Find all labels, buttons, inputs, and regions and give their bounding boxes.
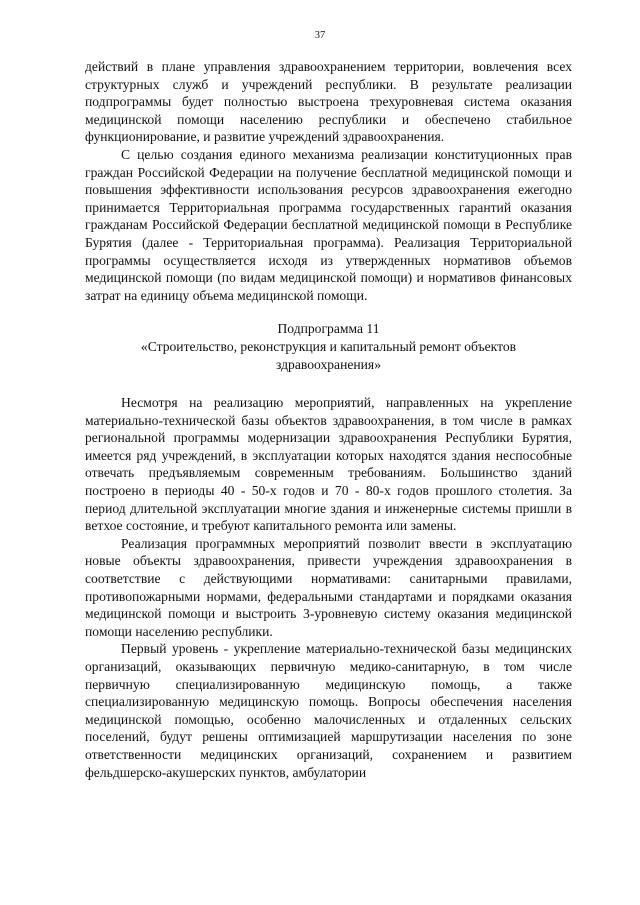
heading-line: «Строительство, реконструкция и капитальный ремонт объектов [140,338,517,354]
heading-line: здравоохранения» [276,356,381,372]
heading-line: Подпрограмма 11 [277,321,380,337]
page-number: 37 [314,30,326,41]
paragraph: Реализация программных мероприятий позволит ввести в эксплуатацию новые объекты здравоохранения, привести учреждения здравоохранения в соответствие с действующими нормативами: санитарными правилами, противопожарными нормами, федеральными стандартами и порядками оказания медицинской помощи и выстроить 3-уровневую систему оказания медицинской помощи населению республики. [85,535,572,639]
paragraph: Первый уровень - укрепление материально-технической базы медицинских организаций, оказывающих первичную медико-санитарную, в том числе первичную специализированную медицинскую помощь, а также специализированную медицинскую помощь. Вопросы обеспечения населения медицинской помощью, особенно малочисленных и отдаленных сельских поселений, будут решены оптимизацией маршрутизации населения по зоне ответственности медицинских организаций, сохранением и развитием фельдшерско-акушерских пунктов, амбулатории [85,641,572,780]
paragraph: С целью создания единого механизма реализации конституционных прав граждан Российской Федерации на получение бесплатной медицинской помощи и повышения эффективности использования ресурсов здравоохранения ежегодно принимается Территориальная программа государственных гарантий оказания гражданам Российской Федерации бесплатной медицинской помощи в Республике Бурятия (далее - Территориальная программа). Реализация Территориальной программы осуществляется исходя из утвержденных нормативов объемов медицинской помощи (по видам медицинской помощи) и нормативов финансовых затрат на единицу объема медицинской помощи. [85,146,572,303]
subprogram-heading [85,320,572,373]
paragraph: действий в плане управления здравоохранением территории, вовлечения всех структурных служб и учреждений республики. В результате реализации подпрограммы будет полностью выстроена трехуровневая система оказания медицинской помощи населению республики и обеспечено стабильное функционирование, и развитие учреждений здравоохранения. [85,59,572,145]
paragraph: Несмотря на реализацию мероприятий, направленных на укрепление материально-технической базы объектов здравоохранения, в том числе в рамках региональной программы модернизации здравоохранения Республики Бурятия, имеется ряд учреждений, в эксплуатации которых находятся здания неспособные отвечать предъявляемым современным требованиям. Большинство зданий построено в периоды 40 - 50-х годов и 70 - 80-х годов прошлого столетия. За период длительной эксплуатации многие здания и инженерные системы пришли в ветхое состояние, и требуют капитального ремонта или замены. [85,395,572,534]
document-body [85,58,572,781]
